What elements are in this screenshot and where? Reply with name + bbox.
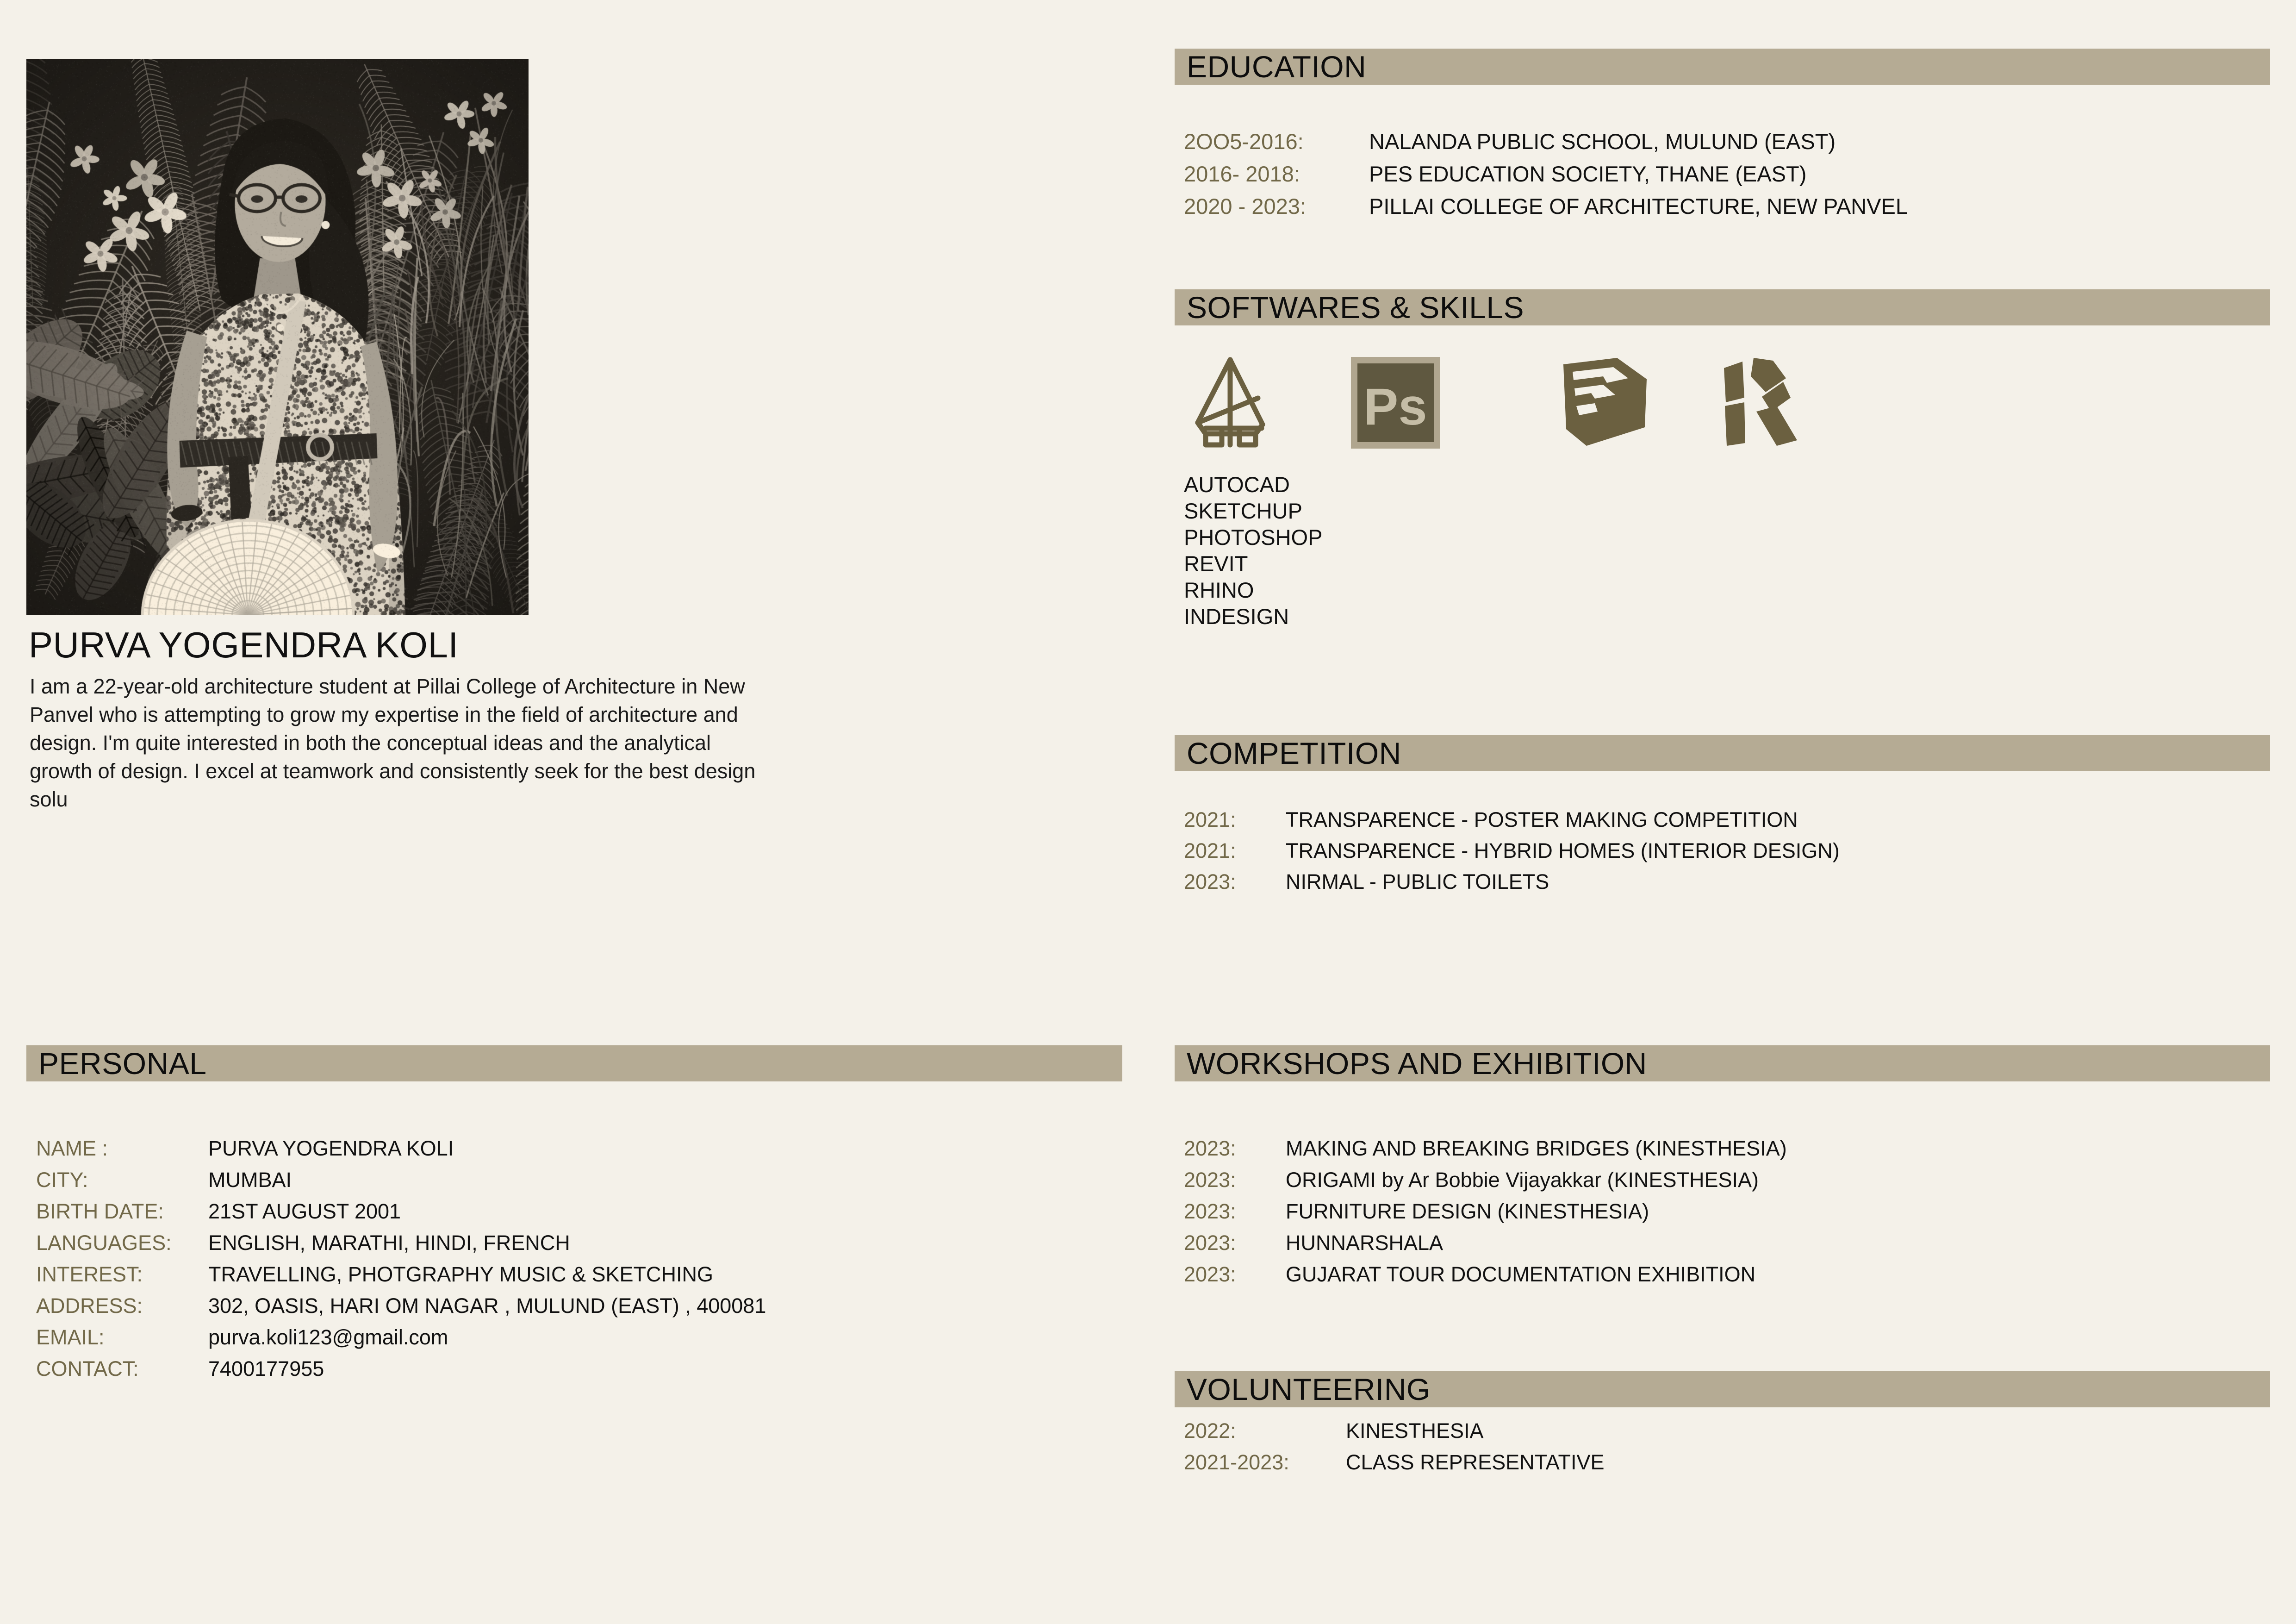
entry-description: FURNITURE DESIGN (KINESTHESIA): [1286, 1199, 1649, 1223]
list-item: [1184, 1419, 1604, 1443]
entry-year: 2023:: [1184, 1231, 1236, 1255]
list-item: [1184, 1137, 1787, 1161]
entry-year: 2016- 2018:: [1184, 162, 1300, 186]
entry-year: 2023:: [1184, 1199, 1236, 1223]
entry-description: NALANDA PUBLIC SCHOOL, MULUND (EAST): [1369, 129, 1836, 154]
education-list: [1184, 129, 1908, 226]
entry-description: 21ST AUGUST 2001: [208, 1199, 401, 1223]
entry-year: 2023:: [1184, 1262, 1236, 1286]
section-title-education: EDUCATION: [1187, 50, 1367, 84]
profile-photo: [26, 59, 529, 615]
entry-year: 2023:: [1184, 1168, 1236, 1192]
revit-icon: [1714, 354, 1804, 451]
entry-year: CONTACT:: [36, 1357, 139, 1380]
personal-details-list: [36, 1137, 766, 1388]
list-item: [36, 1199, 766, 1224]
section-header-personal: [26, 1045, 1122, 1081]
section-title-competition: COMPETITION: [1187, 736, 1401, 770]
entry-year: CITY:: [36, 1168, 88, 1192]
photoshop-icon: [1348, 354, 1443, 451]
skill-item: RHINO: [1184, 578, 1254, 602]
entry-year: NAME :: [36, 1137, 108, 1160]
entry-year: 2020 - 2023:: [1184, 194, 1306, 219]
volunteering-list: [1184, 1419, 1604, 1482]
entry-description: 302, OASIS, HARI OM NAGAR , MULUND (EAST) , 400081: [208, 1294, 766, 1318]
entry-description: MUMBAI: [208, 1168, 292, 1192]
section-title-personal: PERSONAL: [38, 1046, 207, 1081]
entry-description: ENGLISH, MARATHI, HINDI, FRENCH: [208, 1231, 570, 1255]
entry-year: 2022:: [1184, 1419, 1236, 1443]
entry-description: ORIGAMI by Ar Bobbie Vijayakkar (KINESTHESIA): [1286, 1168, 1759, 1192]
entry-description: CLASS REPRESENTATIVE: [1346, 1450, 1605, 1474]
skill-item: AUTOCAD: [1184, 472, 1290, 497]
section-title-volunteering: VOLUNTEERING: [1187, 1372, 1431, 1406]
section-header-competition: [1175, 735, 2270, 771]
section-header-softwares: [1175, 289, 2270, 325]
profile-bio: I am a 22-year-old architecture student at Pillai College of Architecture in New Panvel who is attempting to grow my expertise in the field of architecture and design. I'm quite interested in both the conceptual ideas and the analytical growth of design. I excel at teamwork and consistently seek for the best design solu: [30, 675, 756, 811]
skill-item: SKETCHUP: [1184, 499, 1302, 523]
list-item: [1184, 839, 1840, 863]
skill-item: INDESIGN: [1184, 604, 1289, 629]
page-title: PURVA YOGENDRA KOLI: [29, 625, 459, 665]
entry-description: purva.koli123@gmail.com: [208, 1325, 448, 1349]
svg-text:Ps: Ps: [1363, 378, 1427, 436]
entry-year: 2021:: [1184, 839, 1236, 862]
autocad-icon: [1184, 354, 1283, 451]
entry-year: 2021-2023:: [1184, 1450, 1289, 1474]
entry-description: KINESTHESIA: [1346, 1419, 1484, 1443]
skill-item: REVIT: [1184, 551, 1248, 576]
list-item: [1184, 1231, 1787, 1255]
section-header-education: [1175, 49, 2270, 85]
entry-year: 2023:: [1184, 1137, 1236, 1160]
list-item: [36, 1294, 766, 1318]
list-item: [36, 1262, 766, 1287]
entry-description: TRAVELLING, PHOTGRAPHY MUSIC & SKETCHING: [208, 1262, 714, 1286]
skill-item: PHOTOSHOP: [1184, 525, 1323, 550]
sketchup-icon: [1559, 354, 1651, 451]
list-item: [36, 1231, 766, 1255]
entry-year: 2023:: [1184, 870, 1236, 893]
entry-description: MAKING AND BREAKING BRIDGES (KINESTHESIA): [1286, 1137, 1787, 1160]
list-item: [1184, 194, 1908, 219]
entry-description: PES EDUCATION SOCIETY, THANE (EAST): [1369, 162, 1807, 186]
entry-year: EMAIL:: [36, 1325, 105, 1349]
entry-description: 7400177955: [208, 1357, 324, 1380]
list-item: [1184, 808, 1840, 832]
list-item: [36, 1137, 766, 1161]
list-item: [36, 1325, 766, 1349]
entry-description: TRANSPARENCE - HYBRID HOMES (INTERIOR DESIGN): [1286, 839, 1840, 862]
list-item: [1184, 870, 1840, 894]
entry-year: ADDRESS:: [36, 1294, 143, 1318]
entry-description: NIRMAL - PUBLIC TOILETS: [1286, 870, 1549, 893]
list-item: [1184, 129, 1908, 154]
list-item: [1184, 1168, 1787, 1192]
entry-description: GUJARAT TOUR DOCUMENTATION EXHIBITION: [1286, 1262, 1756, 1286]
workshops-list: [1184, 1137, 1787, 1294]
skills-list: [1184, 471, 1322, 630]
entry-description: HUNNARSHALA: [1286, 1231, 1444, 1255]
section-header-workshops: [1175, 1045, 2270, 1081]
software-icon-row: [1184, 354, 1832, 454]
list-item: [36, 1168, 766, 1192]
entry-year: 2OO5-2016:: [1184, 129, 1304, 154]
entry-year: INTEREST:: [36, 1262, 143, 1286]
list-item: [1184, 1199, 1787, 1224]
section-title-softwares: SOFTWARES & SKILLS: [1187, 290, 1524, 325]
section-title-workshops: WORKSHOPS AND EXHIBITION: [1187, 1046, 1647, 1081]
entry-year: 2021:: [1184, 808, 1236, 831]
list-item: [1184, 1450, 1604, 1474]
entry-description: PILLAI COLLEGE OF ARCHITECTURE, NEW PANVEL: [1369, 194, 1908, 219]
section-header-volunteering: [1175, 1371, 2270, 1407]
list-item: [1184, 1262, 1787, 1287]
entry-description: PURVA YOGENDRA KOLI: [208, 1137, 454, 1160]
list-item: [1184, 161, 1908, 187]
profile-photo-image: [26, 59, 529, 615]
competition-list: [1184, 808, 1840, 901]
entry-description: TRANSPARENCE - POSTER MAKING COMPETITION: [1286, 808, 1798, 831]
list-item: [36, 1357, 766, 1381]
entry-year: BIRTH DATE:: [36, 1199, 164, 1223]
entry-year: LANGUAGES:: [36, 1231, 172, 1255]
